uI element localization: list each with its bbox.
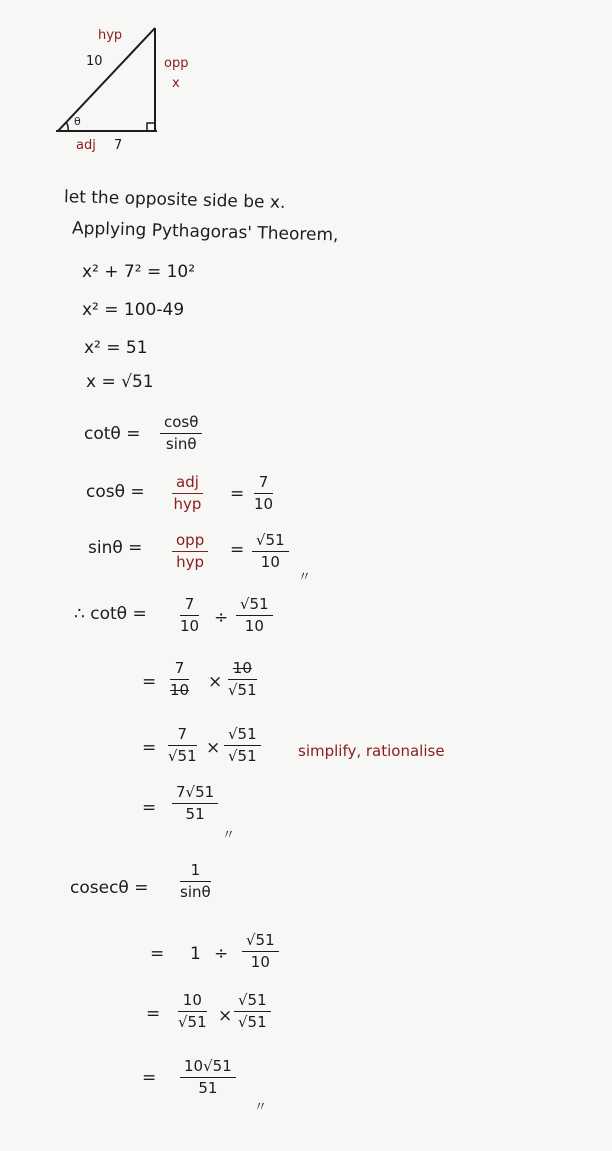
cot-def-denominator: sinθ (165, 435, 197, 454)
cosec-s2-den2: √51 (238, 1013, 267, 1032)
cot-step2-op: × (208, 672, 223, 692)
cosec-step2-op: × (218, 1006, 233, 1026)
angle-theta: θ (74, 115, 81, 128)
sin-equals: = (230, 540, 245, 560)
sin-hyp: hyp (176, 553, 205, 572)
cosec-s1-den: 10 (250, 953, 270, 972)
cos-adj: adj (176, 473, 199, 491)
cosec-lhs: cosecθ = (70, 878, 149, 898)
cos-line-lhs: cosθ = (86, 482, 145, 502)
adj-value: 7 (114, 138, 123, 153)
sin-value-den: 10 (260, 553, 280, 572)
cosec-step1-fraction (242, 932, 279, 972)
sin-value-num: √51 (256, 531, 285, 549)
cosec-def-num: 1 (190, 861, 201, 879)
cot-step3-frac1 (168, 726, 197, 766)
sin-opp: opp (176, 531, 205, 549)
cot-step3-op: × (206, 738, 221, 758)
cot-calc-lhs: ∴ cotθ = (74, 604, 147, 624)
cosec-def-den: sinθ (180, 883, 211, 902)
cosec-result-fraction (180, 1058, 236, 1098)
cot-s2-num2: 10 (232, 659, 252, 677)
cot-step4-equals: = (142, 798, 157, 818)
cot-definition-lhs: cotθ = (84, 424, 141, 444)
cot-s1-den: 10 (180, 617, 200, 636)
cot-s3-num: 7 (177, 725, 188, 743)
adj-label: adj (76, 138, 96, 153)
equation-1: x² + 7² = 10² (82, 262, 196, 282)
cot-def-numerator: cosθ (164, 413, 199, 431)
cosec-result-num: 10√51 (184, 1057, 232, 1075)
cosec-s1-num: √51 (246, 931, 275, 949)
cosec-step1-equals: = (150, 944, 165, 964)
cosec-definition-fraction (180, 862, 211, 902)
cosec-step2-frac2 (234, 992, 271, 1032)
cot-result-fraction (172, 784, 218, 824)
intro-line-2: Applying Pythagoras' Theorem, (71, 218, 339, 246)
cot-s1-num2: √51 (240, 595, 269, 613)
cosec-step3-equals: = (142, 1068, 157, 1088)
cosec-step1-op: ÷ (214, 944, 229, 964)
hyp-label: hyp (98, 28, 123, 43)
cot-step2-frac2 (228, 660, 257, 700)
cot-definition-fraction (160, 414, 202, 454)
cot-s2-num: 7 (174, 659, 185, 677)
cot-s3-den2: √51 (228, 747, 257, 766)
right-triangle-diagram (0, 0, 220, 160)
cosec-step2-frac1 (178, 992, 207, 1032)
cosec-s2-num2: √51 (238, 991, 267, 1009)
cot-step1-frac2 (236, 596, 273, 636)
hyp-value: 10 (86, 54, 103, 69)
equation-3: x² = 51 (84, 338, 148, 358)
cot-s2-den: 10 (170, 681, 190, 700)
cosec-s2-num: 10 (182, 991, 202, 1009)
cot-step1-frac1 (180, 596, 199, 636)
cos-equals: = (230, 484, 245, 504)
simplify-note: simplify, rationalise (298, 742, 445, 760)
cot-s2-den2: √51 (228, 681, 257, 700)
cot-step2-equals: = (142, 672, 157, 692)
opp-value: x (172, 76, 180, 91)
cot-s3-den: √51 (168, 747, 197, 766)
equation-2: x² = 100-49 (82, 300, 185, 320)
equation-4: x = √51 (86, 372, 154, 392)
cos-value-num: 7 (258, 473, 269, 491)
sin-end-mark: 〃 (298, 570, 312, 585)
opp-label: opp (164, 56, 189, 71)
cot-result-num: 7√51 (176, 783, 215, 801)
cos-value-fraction (254, 474, 273, 514)
cosec-result-den: 51 (198, 1079, 218, 1098)
cosec-s2-den: √51 (178, 1013, 207, 1032)
cot-result-den: 51 (185, 805, 205, 824)
cot-s3-num2: √51 (228, 725, 257, 743)
cot-step3-equals: = (142, 738, 157, 758)
cosec-step1-one: 1 (190, 944, 201, 964)
cot-step2-frac1 (170, 660, 189, 700)
cos-hyp: hyp (173, 495, 202, 514)
cot-s1-den2: 10 (244, 617, 264, 636)
cosec-end-mark: 〃 (254, 1100, 268, 1115)
cosec-step2-equals: = (146, 1004, 161, 1024)
cot-step1-op: ÷ (214, 608, 229, 628)
sin-line-lhs: sinθ = (88, 538, 143, 558)
cot-step3-frac2 (224, 726, 261, 766)
cot-end-mark: 〃 (222, 828, 236, 843)
sin-opp-hyp-fraction (172, 532, 208, 572)
intro-line-1: let the opposite side be x. (63, 187, 286, 213)
sin-value-fraction (252, 532, 289, 572)
cos-adj-hyp-fraction (172, 474, 203, 514)
cos-value-den: 10 (254, 495, 274, 514)
cot-s1-num: 7 (184, 595, 195, 613)
